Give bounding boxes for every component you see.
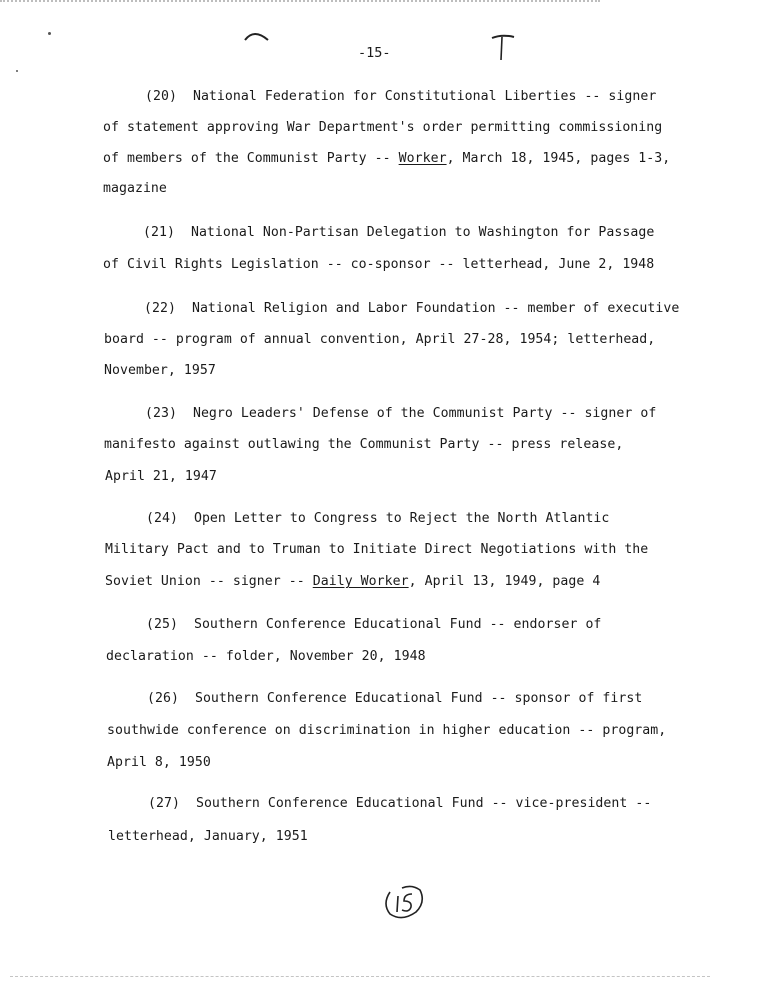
entry-text: Southern Conference Educational Fund -- sponsor of first (194, 691, 643, 706)
entry-number: (21) (143, 225, 175, 240)
entry-text: Soviet Union -- signer -- (105, 574, 313, 589)
entry-text: National Religion and Labor Foundation -- member of executive (191, 301, 680, 316)
entry-24-line-1 (146, 511, 609, 526)
publication-title: Worker (398, 151, 447, 166)
page-number: -15- (358, 45, 391, 61)
entry-20-line-4: magazine (103, 181, 167, 196)
entry-text: Southern Conference Educational Fund -- endorser of (193, 617, 602, 632)
entry-22-line-3: November, 1957 (104, 363, 216, 378)
entry-text: , March 18, 1945, pages 1-3, (446, 151, 671, 166)
scan-edge-bottom (10, 976, 710, 978)
publication-title: Daily Worker (312, 574, 409, 589)
entry-25-line-2: declaration -- folder, November 20, 1948 (106, 649, 426, 664)
entry-26-line-2: southwide conference on discrimination in higher education -- program, (107, 723, 667, 738)
handwritten-circled-page-mark (380, 882, 430, 922)
scan-edge-top (0, 0, 600, 4)
entry-text: National Non-Partisan Delegation to Washington for Passage (190, 225, 655, 240)
entry-24-line-3 (105, 574, 600, 589)
entry-number: (23) (145, 406, 177, 421)
entry-23-line-2: manifesto against outlawing the Communist Party -- press release, (104, 437, 624, 452)
entry-21-line-1 (143, 225, 654, 240)
entry-text: Negro Leaders' Defense of the Communist Party -- signer of (192, 406, 657, 421)
entry-26-line-1 (147, 691, 642, 706)
entry-number: (26) (147, 691, 179, 706)
entry-text: , April 13, 1949, page 4 (408, 574, 601, 589)
entry-20-line-2: of statement approving War Department's order permitting commissioning (103, 120, 663, 135)
entry-number: (24) (146, 511, 178, 526)
entry-27-line-2: letterhead, January, 1951 (108, 829, 308, 844)
entry-text: National Federation for Constitutional Liberties -- signer (192, 89, 657, 104)
entry-21-line-2: of Civil Rights Legislation -- co-sponsor -- letterhead, June 2, 1948 (103, 257, 655, 272)
entry-text: Open Letter to Congress to Reject the North Atlantic (193, 511, 610, 526)
entry-26-line-3: April 8, 1950 (107, 755, 211, 770)
entry-23-line-3: April 21, 1947 (105, 469, 217, 484)
scan-speck (48, 32, 51, 35)
entry-text: Southern Conference Educational Fund -- vice-president -- (195, 796, 652, 811)
entry-number: (27) (148, 796, 180, 811)
entry-22-line-2: board -- program of annual convention, April 27-28, 1954; letterhead, (104, 332, 656, 347)
scan-speck (16, 70, 18, 72)
pencil-arc-mark (242, 26, 272, 46)
entry-23-line-1 (145, 406, 656, 421)
entry-27-line-1 (148, 796, 651, 811)
entry-24-line-2: Military Pact and to Truman to Initiate Direct Negotiations with the (105, 542, 649, 557)
entry-20-line-1 (145, 89, 656, 104)
entry-22-line-1 (144, 301, 679, 316)
entry-20-line-3 (103, 151, 670, 166)
entry-number: (20) (145, 89, 177, 104)
entry-25-line-1 (146, 617, 601, 632)
entry-number: (22) (144, 301, 176, 316)
pencil-t-mark (488, 30, 518, 64)
entry-number: (25) (146, 617, 178, 632)
entry-text: of members of the Communist Party -- (103, 151, 399, 166)
